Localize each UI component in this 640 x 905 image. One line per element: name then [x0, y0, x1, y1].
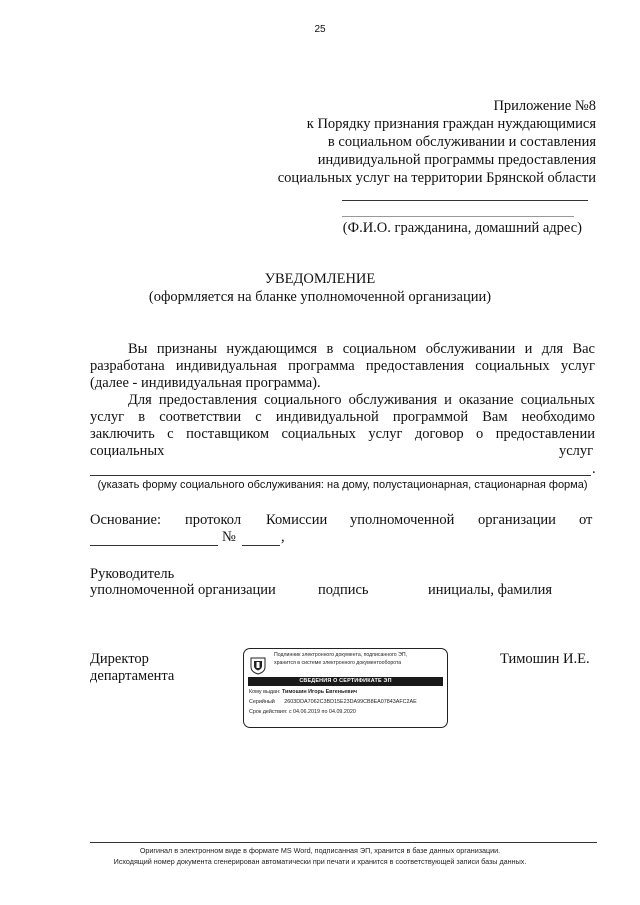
body-line: Вы признаны нуждающимся в социальном обслуживании и для Вас: [128, 341, 595, 357]
addressee-caption: (Ф.И.О. гражданина, домашний адрес): [342, 220, 582, 236]
footer-line: Исходящий номер документа сгенерирован автоматически при печати и хранится в соответствующей записи базы данных.: [113, 857, 527, 866]
coat-of-arms-icon: [250, 657, 266, 675]
basis-word: Комиссии: [266, 512, 328, 528]
body-period: .: [592, 461, 596, 477]
stamp-serial-row: [249, 699, 417, 706]
appendix-line: индивидуальной программы предоставления: [317, 152, 596, 168]
head-title: Руководитель: [90, 566, 175, 582]
body-line: (далее - индивидуальная программа).: [90, 375, 321, 391]
stamp-serial-value: 2603DDA7062C3BD15E23DA99CB8EA07843AFC2AE: [284, 699, 417, 705]
stamp-header: СВЕДЕНИЯ О СЕРТИФИКАТЕ ЭП: [248, 677, 443, 686]
basis-word: организации: [478, 512, 556, 528]
stamp-valid-row: [249, 709, 356, 716]
body-word: услуг: [559, 443, 594, 459]
appendix-line: социальных услуг на территории Брянской области: [277, 170, 596, 186]
head-initials: инициалы, фамилия: [428, 582, 553, 598]
electronic-signature-stamp: [243, 648, 448, 728]
document-title: УВЕДОМЛЕНИЕ: [264, 271, 376, 287]
appendix-title: Приложение №8: [493, 98, 596, 114]
appendix-line: в социальном обслуживании и составления: [327, 134, 596, 150]
protocol-number-line: [242, 545, 280, 546]
head-signature: подпись: [318, 582, 369, 598]
basis-word: уполномоченной: [350, 512, 455, 528]
body-line: Для предоставления социального обслуживания и оказание социальных: [128, 392, 595, 408]
stamp-caption: хранится в системе электронного документооборота: [274, 660, 402, 666]
body-line: услуг в соответствии с индивидуальной программой Вам необходимо: [90, 409, 595, 425]
page-number: 25: [314, 24, 326, 35]
basis-word: протокол: [185, 512, 242, 528]
footer-line: Оригинал в электронном виде в формате MS Word, подписанная ЭП, хранится в базе данных организации.: [139, 846, 501, 855]
service-form-caption: (указать форму социального обслуживания: на дому, полустационарная, стационарная форма): [97, 479, 588, 491]
service-form-line: [90, 475, 591, 476]
stamp-issued-label: Кому выдан:: [249, 689, 281, 695]
stamp-serial-label: Серийный: [249, 699, 275, 705]
addressee-line: [342, 216, 574, 217]
body-line: разработана индивидуальная программа предоставления социальных услуг: [90, 358, 595, 374]
number-sign: №: [222, 529, 236, 545]
stamp-issued-value: Тимошин Игорь Евгеньевич: [281, 689, 358, 695]
document-subtitle: (оформляется на бланке уполномоченной организации): [148, 289, 492, 305]
basis-label: Основание:: [90, 512, 161, 528]
stamp-valid-value: с 04.06.2019 по 04.09.2020: [288, 709, 356, 715]
stamp-valid-label: Срок действия:: [249, 709, 288, 715]
body-word: социальных: [90, 443, 165, 459]
basis-tail: ,: [281, 529, 285, 545]
appendix-line: к Порядку признания граждан нуждающимися: [306, 116, 596, 132]
basis-word: от: [579, 512, 593, 528]
protocol-date-line: [90, 545, 218, 546]
director-department: департамента: [90, 668, 175, 684]
body-line: заключить с поставщиком социальных услуг договор о предоставлении: [90, 426, 595, 442]
stamp-caption: Подлинник электронного документа, подписанного ЭП,: [274, 652, 408, 658]
stamp-issued-row: [249, 689, 357, 696]
addressee-line: [342, 200, 588, 201]
director-title: Директор: [90, 651, 149, 667]
head-organization: уполномоченной организации: [90, 582, 276, 598]
director-name: Тимошин И.Е.: [500, 651, 590, 667]
footer-divider: [90, 842, 597, 843]
